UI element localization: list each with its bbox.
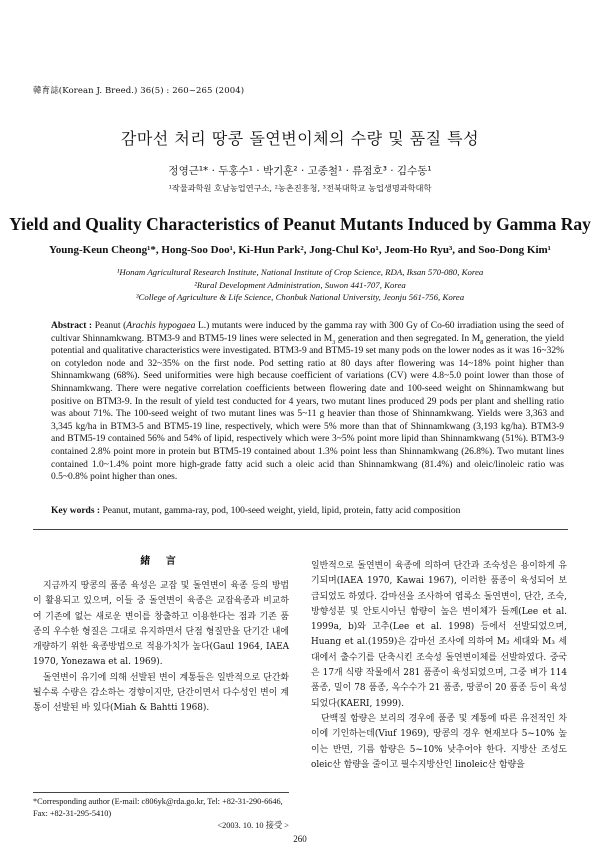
abstract-text-1: Peanut ( — [92, 321, 127, 331]
english-affiliations — [0, 266, 600, 304]
corresponding-author: *Corresponding author (E-mail: c806yk@rda.go.kr, Tel: +82-31-290-6646, Fax: +82-31-295-5410) — [33, 797, 283, 818]
footnote-divider — [33, 792, 289, 793]
korean-title: 감마선 처리 땅콩 돌연변이체의 수량 및 품질 특성 — [120, 129, 480, 148]
keywords — [51, 506, 564, 516]
abstract-label: Abstract : — [51, 321, 93, 331]
korean-authors: 정영근¹* · 두홍수¹ · 박기훈² · 고종철¹ · 류점호³ · 김수동¹ — [168, 165, 432, 177]
abstract-text-4: generation, the yield potential and qualitative characteristics were investigated. BTM3-9 and BTM5-19 set many pods on the lower nodes as it was 16~32% on cotyledon node and 32~35% on the first node. Pod setting ratio at 80 days after flowering was 14~18% point higher than Shinnamkwang (68%). Seed uniformities were high because coefficient of variations (CV) were 4.8~5.0 point lower than those of Shinnamkwang. There were negative correlation coefficients between flowering date and 100-seed weight on Shinnamkwang but positive on BTM3-9. In the result of yield test conducted for 4 years, two mutant lines produced 29 pods per plant and shelling ratio was about 71%. The 100-seed weight of two mutant lines was 5~11 g heavier than those of Shinnamkwang. Yields were 3,363 and 3,345 kg/ha in BTM3-5 and BTM5-19 line, respectively, which were 5% more than that of Shinnamkwang (3,193 kg/ha). BTM3-9 and BTM5-19 contained 56% and 54% of lipid, respectively which were 3~5% point more lipid than Shinnamkwang (51%). BTM3-9 contained 2.8% point more in protein but BTM5-19 contained about 1.3% point less than Shinnamkwang (26.8%). Two mutant lines contained 1.0~1.4% point more high-grade fatty acid such a oleic acid than Shinnamkwang (81.4%) and oleic/linoleic ratio was 0.5~0.8% point higher than ones. — [51, 333, 564, 483]
section-heading: 緒 言 — [140, 556, 182, 567]
right-column — [311, 559, 567, 773]
paragraph: 돌연변이 유기에 의해 선발된 변이 계통들은 일반적으로 단간화 될수록 수량은 감소하는 경향이지만, 단간이면서 다수성인 변이 계통이 선발된 바 있다(Miah & Bahtti 1968). — [33, 672, 289, 714]
affiliation-3: ³College of Agriculture & Life Science, Chonbuk National University, Jeonju 561-756, Korea — [135, 292, 465, 303]
affiliation-2: ²Rural Development Administration, Suwon 441-707, Korea — [194, 279, 406, 290]
paragraph: 일반적으로 돌연변이 육종에 의하여 단간과 조숙성은 용이하게 유기되며(IAEA 1970, Kawai 1967), 이러한 품종이 육성되어 보급되었도 하였다. 감마선을 조사하여 엽록소 돌연변이, 단간, 조숙, 방향성분 및 안토시아닌 함량이 높은 변이체가 들께(Lee et al. 1999a, b)와 고추(Lee et al. 1998) 등에서 선발되었으며, Huang et al.(1959)은 감마선 조사에 의하여 M₂ 세대와 M₃ 세대에서 출수기를 단축시킨 조숙성 돌연변이체를 선발하였다. 중국은 17개 식량 작물에서 281 품종이 육성되었으며, 그중 벼가 114 품종, 밀이 78 품종, 옥수수가 21 품종, 땅콩이 20 품종 등이 육성되었다(KAERI, 1999). — [311, 561, 567, 709]
abstract-text-3: generation and then segregated. In M — [335, 333, 481, 344]
keywords-text: Peanut, mutant, gamma-ray, pod, 100-seed weight, yield, lipid, protein, fatty acid composition — [100, 506, 461, 516]
abstract-text-2: L.) mutants were induced by the gamma ray with 300 Gy of Co-60 irradiation using the seed of cultivar Shinnamkwang. BTM3-9 and BTM5-19 lines were selected in M — [51, 321, 564, 344]
journal-citation: 韓育誌(Korean J. Breed.) 36(5) : 260~265 (2004) — [33, 86, 245, 96]
english-authors: Young-Keun Cheong¹*, Hong-Soo Doo¹, Ki-Hun Park², Jong-Chul Ko¹, Jeom-Ho Ryu³, and Soo-Dong Kim¹ — [49, 244, 551, 256]
korean-affiliations: ¹작물과학원 호남농업연구소, ²농촌진흥청, ³전북대학교 농업생명과학대학 — [168, 183, 432, 193]
page-number: 260 — [293, 834, 307, 844]
generation-sub-2: 8 — [480, 339, 484, 346]
keywords-label: Key words : — [51, 506, 101, 516]
generation-sub-1: 3 — [332, 339, 336, 346]
paragraph: 지금까지 땅콩의 품종 육성은 교잡 및 돌연변이 육종 등의 방법이 활용되고 있으며, 이들 중 돌연변이 육종은 교잡육종과 비교하여 기존에 없는 새로운 변이를 창출하고 이용한다는 점과 기존 품종의 우수한 형질은 그대로 유지하면서 단점 형질만을 단기간 내에 개량하기 위한 육종방법으로 적용가치가 높다(Gaul 1964, IAEA 1970, Yonezawa et al. 1969). — [33, 581, 289, 668]
species-name: Arachis hypogaea — [126, 321, 196, 331]
affiliation-1: ¹Honam Agricultural Research Institute, National Institute of Crop Science, RDA, Iksan 570-080, Korea — [116, 267, 484, 277]
english-title: Yield and Quality Characteristics of Peanut Mutants Induced by Gamma Ray — [9, 214, 591, 234]
abstract — [51, 320, 564, 484]
paragraph: 단백질 함량은 보리의 경우에 품종 및 계통에 따른 유전적인 차이에 기인하는데(Viuf 1969), 땅콩의 경우 현재보다 5~10% 높이는 반면, 기름 함량은 5~10% 낮추어야 한다. 지방산 조성도 oleic산 함량을 줄이고 필수지방산인 linoleic산 함량을 — [311, 713, 567, 770]
section-divider — [33, 529, 568, 530]
left-column — [33, 579, 289, 717]
footnote — [33, 796, 289, 831]
received-date: <2003. 10. 10 接受 > — [217, 820, 289, 830]
